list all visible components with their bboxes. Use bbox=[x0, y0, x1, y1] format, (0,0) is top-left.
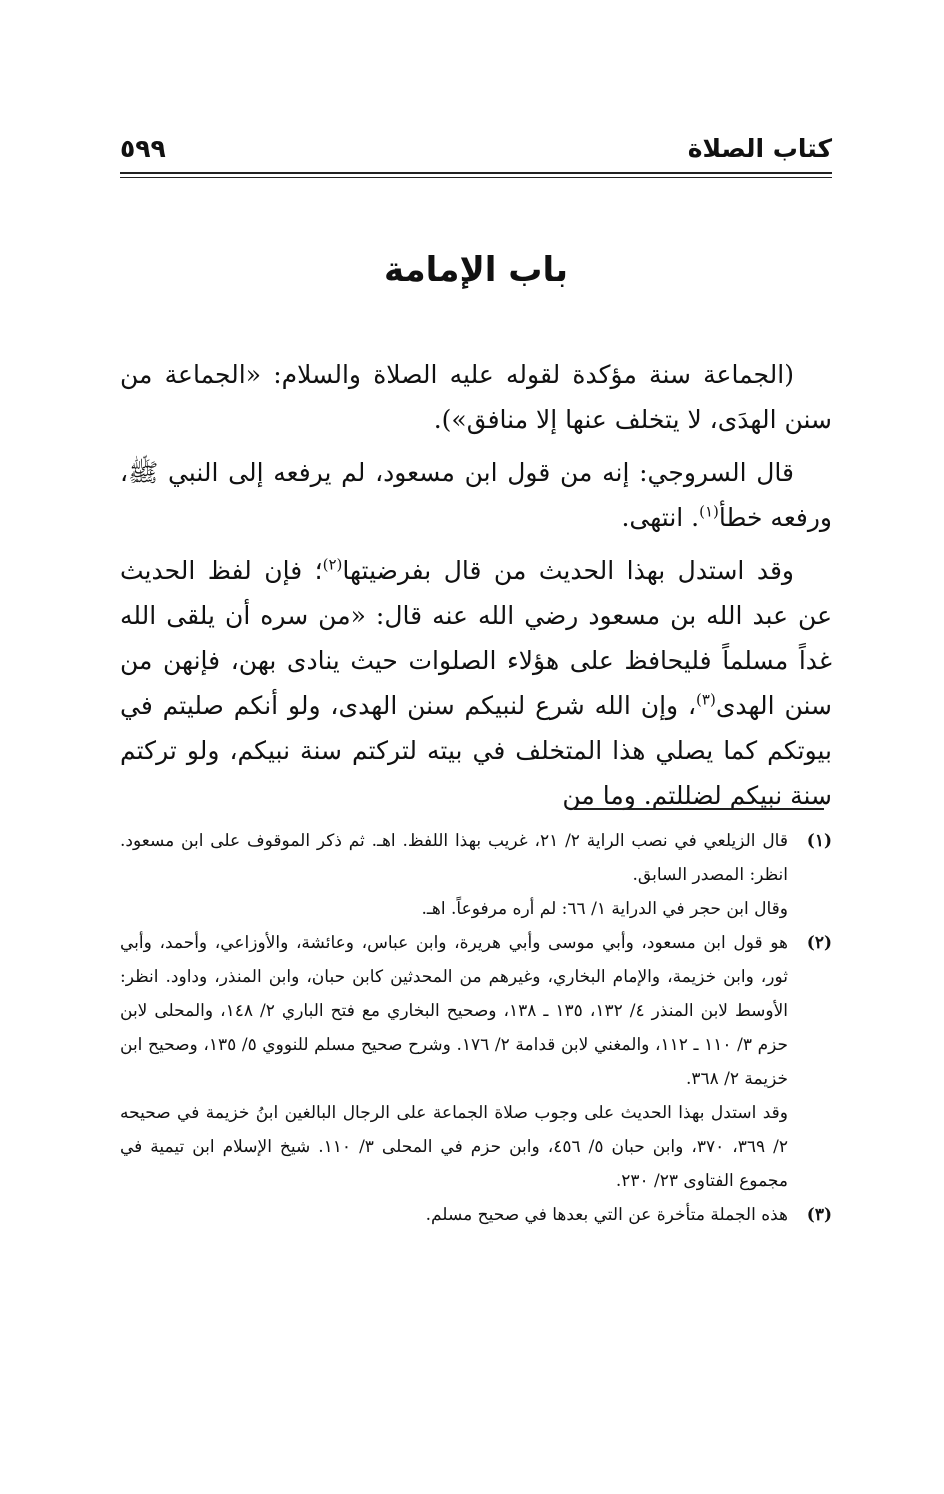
footnote-body bbox=[120, 926, 788, 1198]
footnote-body bbox=[120, 1198, 788, 1232]
chapter-title: باب الإمامة bbox=[384, 250, 568, 290]
running-title: كتاب الصلاة bbox=[687, 133, 832, 163]
footnote-2 bbox=[120, 926, 832, 1198]
header-rule bbox=[120, 172, 832, 178]
footnote-number: (٢) bbox=[806, 933, 832, 953]
main-text bbox=[120, 352, 832, 826]
footnote-line: وقال ابن حجر في الدراية ١/ ٦٦: لم أره مرفوعاً. اهـ. bbox=[421, 899, 788, 919]
running-header bbox=[120, 128, 832, 168]
footnote-line: قال الزيلعي في نصب الراية ٢/ ٢١، غريب بهذا اللفظ. اهـ. ثم ذكر الموقوف على ابن مسعود. انظر: المصدر السابق. bbox=[120, 831, 788, 885]
paragraph-1: (الجماعة سنة مؤكدة لقوله عليه الصلاة والسلام: «الجماعة من سنن الهدَى، لا يتخلف عنها إلا منافق»). bbox=[120, 360, 832, 434]
paragraph-3-part-b: ؛ فإن لفظ الحديث عن عبد الله بن مسعود رضي الله عنه قال: «من سره أن يلقى الله غداً مسلماً فليحافظ على هؤلاء الصلوات حيث ينادى بهن، فإنهن من سنن الهدى bbox=[120, 556, 832, 720]
page-number: ٥٩٩ bbox=[120, 133, 166, 163]
footnote-separator bbox=[574, 808, 824, 810]
paragraph-3 bbox=[120, 548, 832, 818]
paragraph-3-part-a: وقد استدل بهذا الحديث من قال بفرضيتها bbox=[342, 556, 794, 585]
footnote-line: هذه الجملة متأخرة عن التي بعدها في صحيح مسلم. bbox=[425, 1205, 788, 1225]
footnote-ref-1: (١) bbox=[699, 502, 719, 521]
footnote-body bbox=[120, 824, 788, 926]
paragraph-3-part-c: ، وإن الله شرع لنبيكم سنن الهدى، ولو أنكم صليتم في بيوتكم كما يصلي هذا المتخلف في بيته لتركتم سنة نبيكم، ولو تركتم سنة نبيكم لضللتم. وما من bbox=[120, 691, 832, 810]
footnote-number: (١) bbox=[806, 831, 832, 851]
footnote-3 bbox=[120, 1198, 832, 1232]
paragraph-2-end: . انتهى. bbox=[621, 503, 700, 532]
paragraph-2-text: قال السروجي: إنه من قول ابن مسعود، لم يرفعه إلى النبي ﷺ، ورفعه خطأ bbox=[120, 458, 832, 532]
paragraph-2 bbox=[120, 450, 832, 540]
footnote-ref-2: (٢) bbox=[322, 555, 343, 574]
footnote-number: (٣) bbox=[806, 1205, 832, 1225]
footnote-ref-3: (٣) bbox=[696, 690, 716, 709]
footnote-line: هو قول ابن مسعود، وأبي موسى وأبي هريرة، وابن عباس، وعائشة، والأوزاعي، وأحمد، وأبي ثور، وابن خزيمة، والإمام البخاري، وغيرهم من المحدثين كابن حبان، وابن المنذر، وداود. انظر: الأوسط لابن المنذر ٤/ ١٣٢، ١٣٥ ـ ١٣٨، وصحيح البخاري مع فتح الباري ٢/ ١٤٨، والمحلى لابن حزم ٣/ ١١٠ ـ ١١٢، والمغني لابن قدامة ٢/ ١٧٦. وشرح صحيح مسلم للنووي ٥/ ١٣٥، وصحيح ابن خزيمة ٢/ ٣٦٨. bbox=[120, 933, 789, 1089]
footnotes bbox=[120, 824, 832, 1232]
footnote-1 bbox=[120, 824, 832, 926]
footnote-line: وقد استدل بهذا الحديث على وجوب صلاة الجماعة على الرجال البالغين ابنُ خزيمة في صحيحه ٢/ ٣٦٩، ٣٧٠، وابن حبان ٥/ ٤٥٦، وابن حزم في المحلى ٣/ ١١٠. شيخ الإسلام ابن تيمية في مجموع الفتاوى ٢٣/ ٢٣٠. bbox=[120, 1103, 788, 1191]
